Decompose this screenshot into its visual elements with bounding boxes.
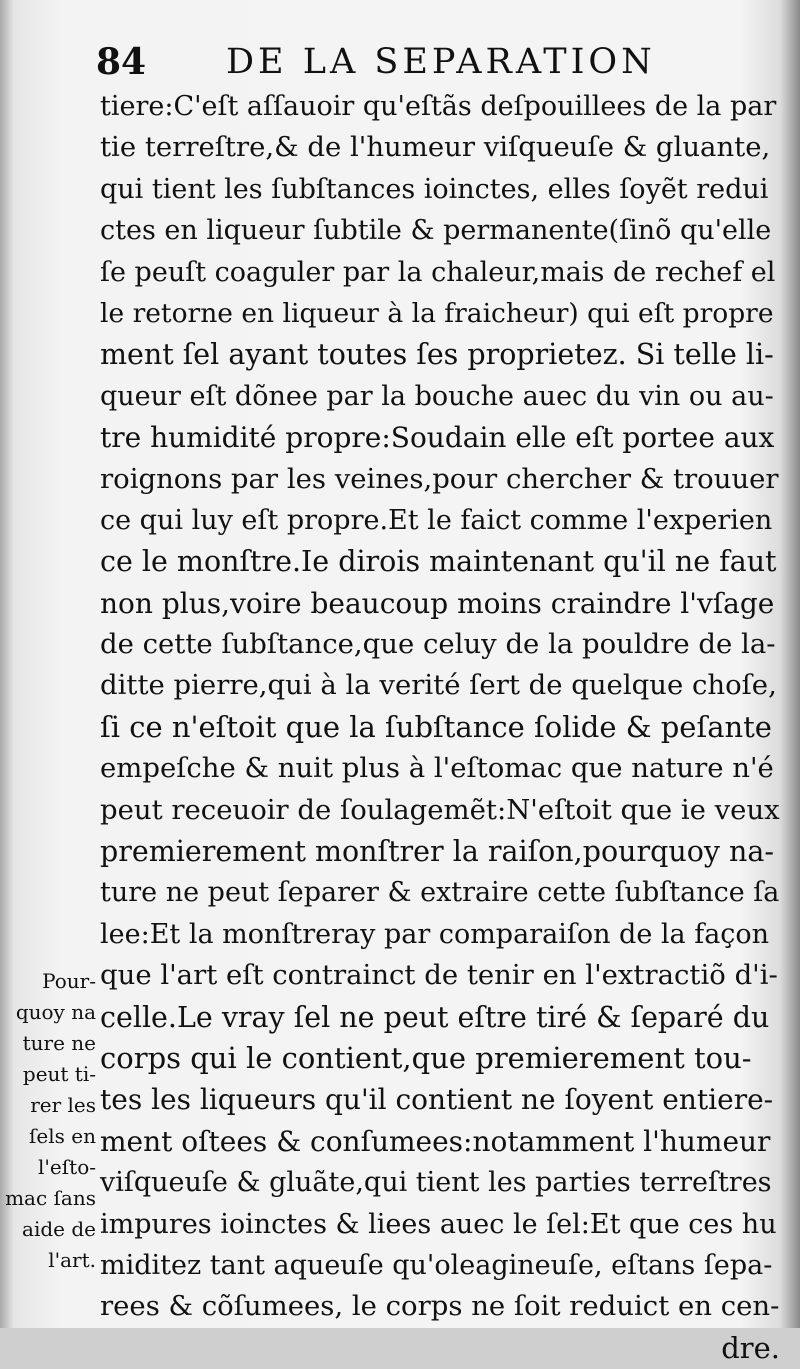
text-line: ctes en liqueur ſubtile & permanente(ſinõ qu'elle <box>100 215 772 247</box>
text-line: premierement monſtrer la raiſon,pourquoy na- <box>100 835 774 869</box>
text-line: tie terreſtre,& de l'humeur viſqueuſe & gluante, <box>100 131 771 164</box>
text-line: ce le monſtre.Ie dirois maintenant qu'il ne faut <box>100 545 777 579</box>
text-line: ſi ce n'eſtoit que la ſubſtance ſolide & peſante <box>100 709 772 744</box>
margin-note-line: l'art. <box>48 1248 96 1272</box>
text-line: tiere:C'eſt aſſauoir qu'eſtãs deſpouillees de la par <box>100 91 777 122</box>
text-line: que l'art eſt contrainct de tenir en l'extractiõ d'i- <box>100 959 778 992</box>
text-line: ſe peuſt coaguler par la chaleur,mais de rechef el <box>100 256 776 288</box>
body-text <box>100 86 780 1369</box>
text-line: impures ioinctes & liees auec le ſel:Et que ces hu <box>100 1208 777 1240</box>
margin-note-line: ture ne <box>22 1031 96 1055</box>
page-header <box>96 40 696 84</box>
text-line: tes les liqueurs qu'il contient ne ſoyent entiere- <box>100 1083 774 1117</box>
text-line: ditte pierre,qui à la verité ſert de quelque choſe, <box>100 669 777 702</box>
page-number: 84 <box>96 41 147 83</box>
margin-note-line: quoy na <box>15 1000 96 1024</box>
text-line: tre humidité propre:Soudain elle eſt portee aux <box>100 421 775 455</box>
text-line: corps qui le contient,que premierement tou- <box>100 1040 752 1075</box>
text-line-last: dre. <box>721 1330 780 1365</box>
running-title: DE LA SEPARATION <box>226 42 656 82</box>
margin-note-line: aide de <box>22 1217 96 1241</box>
text-line: celle.Le vray ſel ne peut eſtre tiré & ſeparé du <box>100 1000 770 1034</box>
text-line: le retorne en liqueur à la fraicheur) qui eſt propre <box>100 297 774 329</box>
margin-note <box>0 966 100 1276</box>
text-line: miditez tant aqueuſe qu'oleagineuſe, eſtans ſepa- <box>100 1249 773 1281</box>
text-line: peut receuoir de ſoulagemẽt:N'eſtoit que ie veux <box>100 793 780 826</box>
margin-note-line: ſels en <box>29 1124 96 1148</box>
text-line: viſqueuſe & gluãte,qui tient les parties terreſtres <box>100 1167 772 1199</box>
text-line: ce qui luy eſt propre.Et le faict comme l'experien <box>100 504 773 536</box>
margin-note-line: peut ti- <box>22 1062 96 1086</box>
margin-note-line: mac ſans <box>5 1186 96 1210</box>
margin-note-line: Pour- <box>42 969 96 993</box>
text-line: lee:Et la monſtreray par comparaiſon de la façon <box>100 918 770 950</box>
margin-note-line: l'eſto- <box>38 1155 96 1179</box>
text-line: de cette ſubſtance,que celuy de la pouldre de la- <box>100 628 776 661</box>
text-line: queur eſt dõnee par la bouche auec du vin ou au- <box>100 380 774 412</box>
text-line: empeſche & nuit plus à l'eſtomac que nature n'é <box>100 752 774 785</box>
text-line: qui tient les ſubſtances ioinctes, elles ſoyẽt redui <box>100 173 769 205</box>
text-line: ture ne peut ſeparer & extraire cette ſubſtance ſa <box>100 877 780 909</box>
text-line: ment ſel ayant toutes ſes proprietez. Si telle li- <box>100 338 774 372</box>
text-line: roignons par les veines,pour chercher & trouuer <box>100 462 779 495</box>
text-line: non plus,voire beaucoup moins craindre l'vſage <box>100 586 775 620</box>
text-line: ment oſtees & conſumees:notamment l'humeur <box>100 1124 771 1158</box>
margin-note-line: rer les <box>30 1093 96 1117</box>
text-line: rees & cõſumees, le corps ne ſoit reduict en cen- <box>100 1290 780 1323</box>
